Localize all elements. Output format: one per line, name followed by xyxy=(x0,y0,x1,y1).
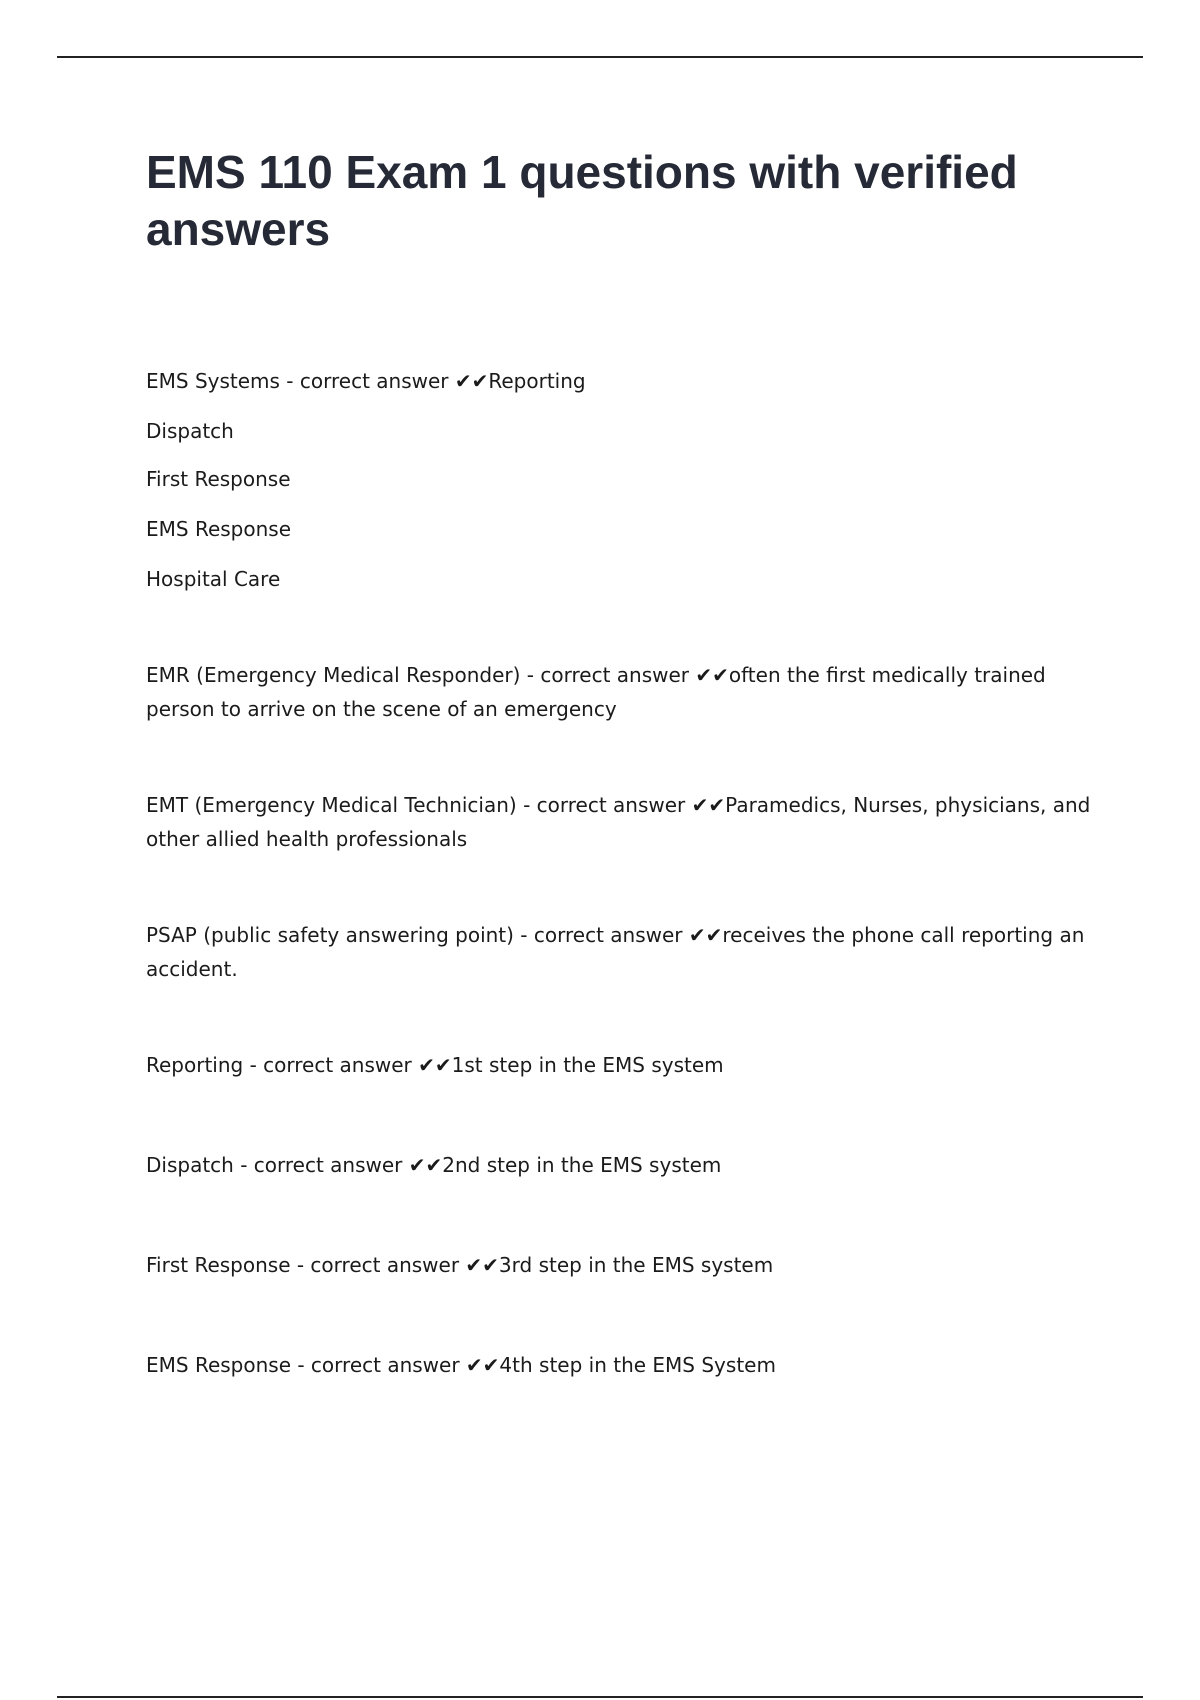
list-item-hospital-care: Hospital Care xyxy=(146,567,281,591)
list-item-ems-response: EMS Response xyxy=(146,517,291,541)
qa-item-emt: EMT (Emergency Medical Technician) - correct answer ✔✔Paramedics, Nurses, physicians, and other allied health professionals xyxy=(146,793,1091,851)
top-rule xyxy=(57,56,1143,58)
qa-item-emr: EMR (Emergency Medical Responder) - correct answer ✔✔often the first medically trained person to arrive on the scene of an emergency xyxy=(146,663,1046,721)
qa-item-ems-systems: EMS Systems - correct answer ✔✔Reporting xyxy=(146,369,586,393)
qa-list xyxy=(146,364,1096,1382)
list-item-dispatch: Dispatch xyxy=(146,419,234,443)
document-title: EMS 110 Exam 1 questions with verified answers xyxy=(146,146,1018,255)
qa-item-psap: PSAP (public safety answering point) - correct answer ✔✔receives the phone call reporting an accident. xyxy=(146,923,1085,981)
document-body xyxy=(146,144,1096,1382)
qa-item-dispatch: Dispatch - correct answer ✔✔2nd step in the EMS system xyxy=(146,1153,722,1177)
list-item-first-response: First Response xyxy=(146,467,291,491)
qa-item-reporting: Reporting - correct answer ✔✔1st step in the EMS system xyxy=(146,1053,724,1077)
bottom-rule xyxy=(57,1696,1143,1698)
qa-item-ems-response: EMS Response - correct answer ✔✔4th step in the EMS System xyxy=(146,1353,776,1377)
qa-item-first-response: First Response - correct answer ✔✔3rd step in the EMS system xyxy=(146,1253,774,1277)
